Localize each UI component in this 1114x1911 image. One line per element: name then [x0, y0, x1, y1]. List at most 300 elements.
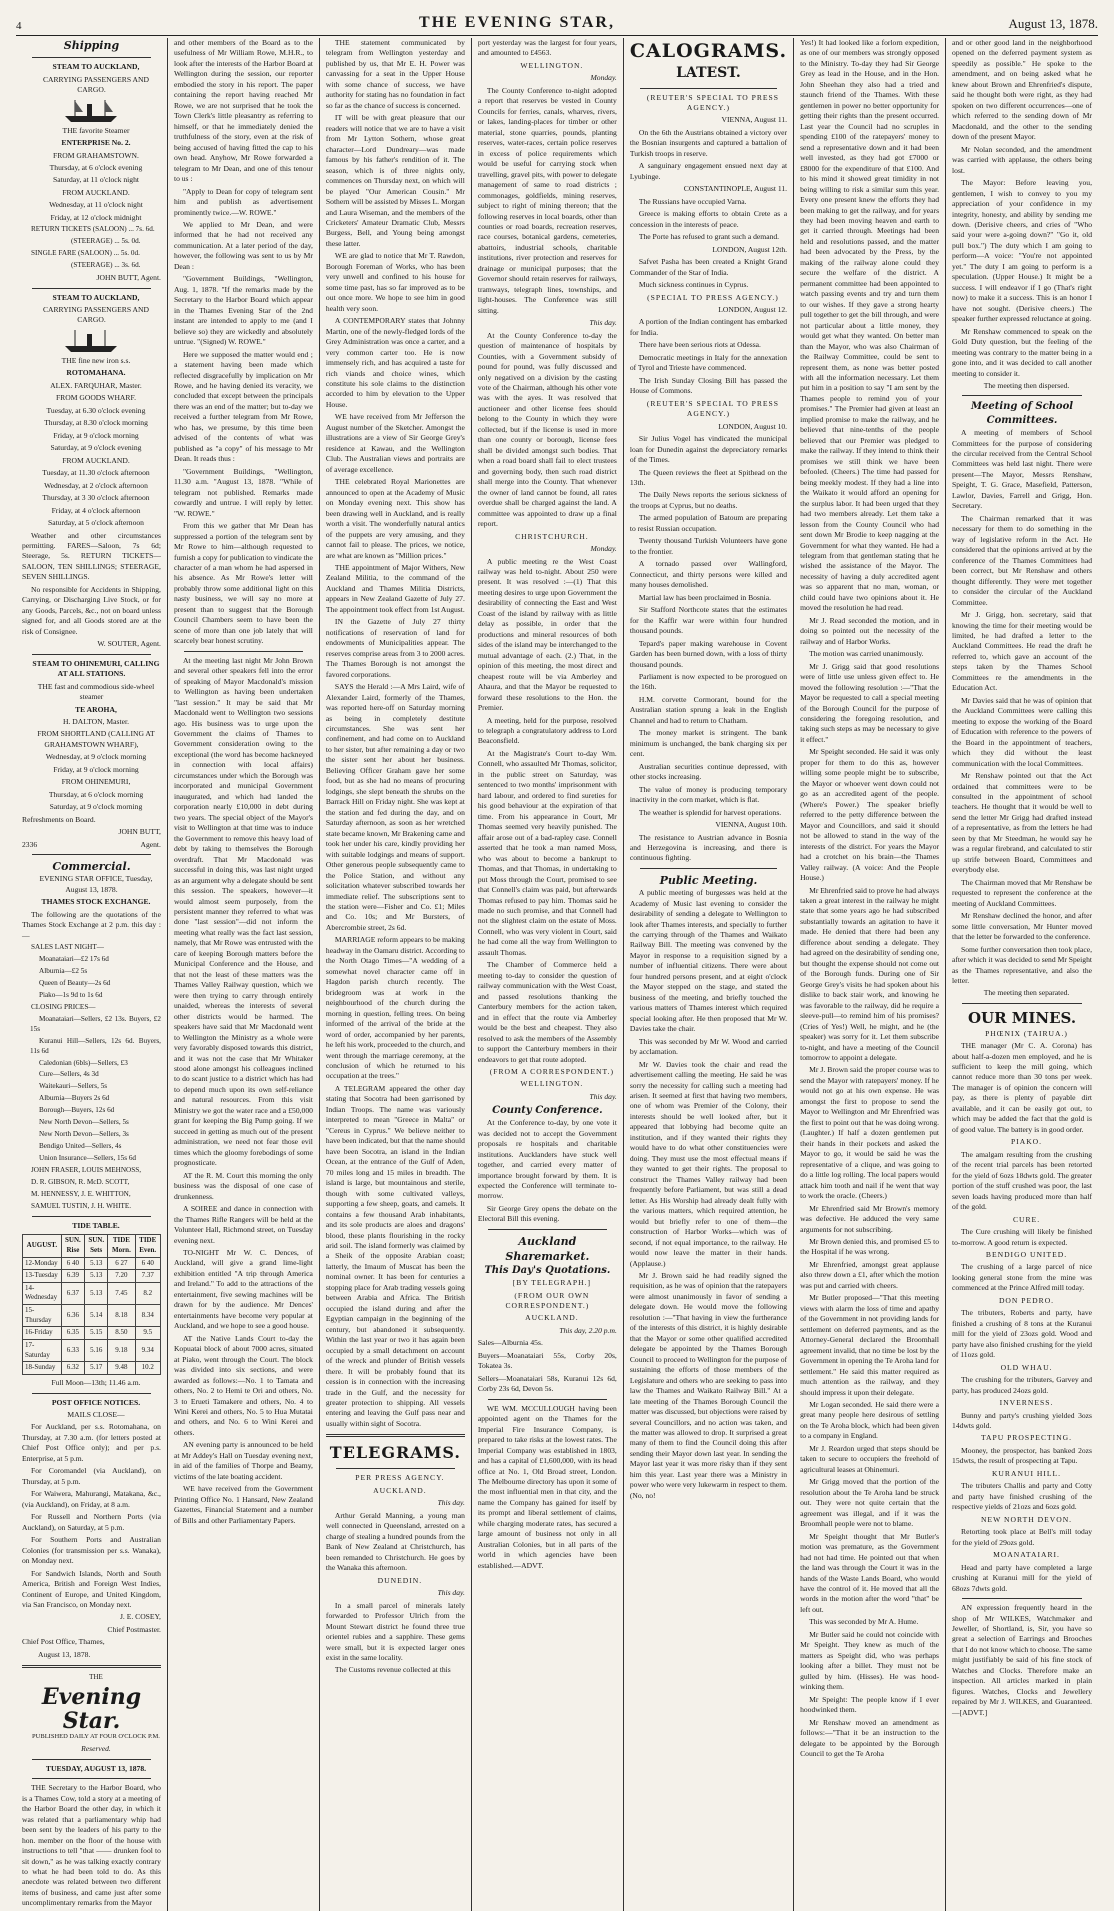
dateline-day: This day. — [437, 1588, 465, 1598]
article-paragraph: A public meeting re the West Coast railway was held to-night. About 250 were present. It was resolved :—(1) That this meeting desires to urge upon Government the desirability of connecting the East and West Coast of the island by railway with as little delay as possible, in order that the productions and mineral resources of both sides of the island may be interchanged to the mutual advantage of each. (2.) That, in the opinion of this meeting, the most direct and cheapest route will be via Amberley and Ahaura, and that the Mayor be requested to forward these resolutions to the Hon. the Premier. — [477, 556, 617, 713]
tide-cell: 6 40 — [135, 1257, 160, 1270]
dateline: LONDON, August 12. — [718, 304, 788, 314]
column-3 — [320, 38, 472, 1911]
tide-cell: 9.5 — [135, 1327, 160, 1340]
ship-name: TE AROHA, — [75, 704, 117, 714]
schedule-line: Wednesday, at 2 o'clock afternoon — [44, 480, 148, 490]
ad-number: 2336 — [22, 839, 38, 849]
sharemarket-heading: Auckland Sharemarket. — [505, 1234, 590, 1264]
tide-cell: 6.33 — [61, 1340, 84, 1362]
mine-name: TAPU PROSPECTING. — [980, 1433, 1073, 1443]
page-header — [16, 6, 1098, 36]
mine-report: The tributers Challis and party and Cotty and party have finished crushing of the respective yields of 21ozs and 6ozs gold. — [952, 1481, 1092, 1512]
mine-name: MOANATAIARI. — [993, 1550, 1060, 1560]
ad-intro: THE fast and commodious side-wheel steamer — [37, 681, 155, 702]
cable-item: Greece is making efforts to obtain Crete as a concession in the interests of peace. — [629, 209, 788, 229]
correspondent-line: (FROM OUR OWN CORRESPONDENT.) — [505, 1290, 590, 1310]
post-notice: For Waiwera, Mahurangi, Matakana, &c., (via Auckland), on Friday, at 8 a.m. — [22, 1489, 161, 1509]
route-heading: FROM OHINEMURI, — [61, 777, 131, 787]
running-title: THE EVENING STAR, — [419, 14, 615, 31]
tide-cell: 8.50 — [108, 1327, 135, 1340]
schedule-line: Thursday, at 6 o'clock evening — [49, 162, 143, 172]
tide-header-cell: TIDE Morn. — [108, 1235, 135, 1257]
columns — [16, 38, 1098, 1908]
sale-line: Piako—1s 9d to 1s 6d — [39, 990, 103, 999]
cable-item: Martial law has been proclaimed in Bosnia. — [638, 592, 772, 602]
tide-header-cell: SUN. Rise — [61, 1235, 84, 1257]
mine-name: CURE. — [1012, 1214, 1041, 1224]
cable-item: The Russians have occupied Varna. — [638, 196, 747, 206]
post-place: Chief Post Office, Thames, — [22, 1637, 105, 1647]
cable-item: Sir Stafford Northcote states that the estimates for the Kaffir war were within four hundred thousand pounds. — [629, 605, 788, 636]
article-paragraph: WE have received from the Government Printing Office No. 1 Hansard, New Zealand Gazettes, Financial Statement and a number of Bills and other Parliamentary Papers. — [173, 1484, 313, 1525]
mine-report: The amalgam resulting from the crushing of the recent trial parcels has been retorted for the yield of 6ozs 18dwts gold. The greater portion of the stuff crushed was poor, the last seven loads having produced more than half of the gold. — [952, 1149, 1092, 1212]
post-notice: For Coromandel (via Auckland), on Thursday, at 5 p.m. — [22, 1466, 161, 1486]
article-paragraph: Here we supposed the matter would end ; a statement having been made which reflected disgracefully by implication on Mr Rowe, and he having denied its veracity, we concluded that except between the principals there was an end of the matter; but to-day we received a further telegram from Mr Rowe, who has, we presume, by this time been advised of the contents of what was published as "a copy" of his message to Mr Dean. It reads thus : — [173, 349, 313, 464]
telegram-quote: "Apply to Dean for copy of telegram sent him and publish as advertisement prominently twice.—W. ROWE." — [173, 186, 313, 217]
cable-item: H.M. corvette Cormorant, bound for the Australian station sprung a leak in the English Channel and had to return to Chatham. — [629, 694, 788, 725]
article-paragraph: Mr Speight seconded. He said it was only proper for them to do this as, however willing some people might be to subscribe, the Mayor or whoever went down could not go as an accredited agent of the people. (Where's Power.) The speaker briefly referred to the petty difference between the Mayor and Councillors, and said it should not be allowed to stand in the way of the interests of the district. For years the Mayor had a crotchet on his brain—the Thames Valley railway. (A voice: And the People House.) — [800, 747, 940, 883]
tide-cell: 6.35 — [61, 1327, 84, 1340]
ad-title: STEAM TO OHINEMURI, CALLING AT ALL STATIONS. — [32, 658, 160, 679]
cable-item: The resistance to Austrian advance in Bosnia and Herzegovina is increasing, and there is continuous fighting. — [629, 832, 788, 863]
article-paragraph: From this we gather that Mr Dean has suppressed a portion of the telegram sent by Mr Rowe to him—although requested to furnish a copy for publication to vindicate the character of a man whom he had aspersed in his absence. As Mr Rowe's letter will probably throw some additional light on this nasty business, we will say no more at present than to suggest that the Borough Council Chambers seem to have been the scene of more than one job lately that will scarcely bear honest scrutiny. — [173, 521, 313, 646]
agent-signature: W. SOUTER, Agent. — [97, 639, 161, 649]
ad-note: No responsible for Accidents in Shipping, Carrying, or Discharging Live Stock, or for any Goods, Parcels, &c., not on board unless signed for, and all Goods stored are at the risk of Consignee. — [22, 584, 161, 636]
schedule-line: Tuesday, at 6.30 o'clock evening — [46, 405, 146, 415]
postmaster-title: Chief Postmaster. — [107, 1624, 161, 1634]
dateline-place: DUNEDIN. — [377, 1575, 423, 1585]
tide-cell: 6.32 — [61, 1362, 84, 1375]
mine-report: Bunny and party's crushing yielded 3ozs 14dwts gold. — [952, 1410, 1092, 1430]
tide-cell: 5.13 — [85, 1282, 108, 1304]
dateline-day: Monday. — [590, 544, 617, 554]
telegram-quote: "Government Buildings, "Wellington, Aug. 1, 1878. "If the remarks made by the Secretary to the Harbor Board which appear in the Thames Evening Star of the 2nd instant are intended to apply to me (and I believe so) they are wickedly and absolutely untrue. "(Signed) W. ROWE." — [173, 274, 313, 347]
mine-report: The tributers, Roberts and party, have finished a crushing of 8 tons at the Kuranui mill for the yield of 23ozs gold. Wood and party have also finished crushing for the yield of 11ozs gold. — [952, 1308, 1092, 1360]
mine-report: Mooney, the prospector, has banked 2ozs 15dwts, the result of prospecting at Tapu. — [952, 1445, 1092, 1466]
tide-cell: 7.20 — [108, 1270, 135, 1283]
tide-cell: 16-Friday — [23, 1327, 62, 1340]
article-paragraph: SAYS the Herald :—A Mrs Laird, wife of Alexander Laird, formerly of the Thames, was reported here-off on Saturday morning as being in completely destitute circumstances. She was sent her confinement, and had come on to Auckland to her sister, but after remaining a day or two the sister sent her about her business. Believing Officer Graham gave her some food, but as she had no means of procuring lodgings, she slept beneath the shrubs on the Barrack Hill on Friday night. She was kept at the station and fed during the day, and on Saturday afternoon, as soon as her wretched state became known, Mr Brakening came and took her under his care, kindly providing her with suitable lodgings and means of support. Other generous people subsequently came to the Police Station, and without any solicitation whatever subscribed towards her immediate relief. The subscriptions sent to the station were—Fisher and Co. £1; Miles and Co. 10s; and Mr Bursters, of Abercrombie street, 2s 6d. — [325, 682, 465, 932]
route-heading: FROM GRAHAMSTOWN. — [53, 150, 139, 160]
exchange-intro: The following are the quotations of the Thames Stock Exchange at 2 p.m. this day :— — [22, 909, 161, 940]
mine-name: NEW NORTH DEVON. — [980, 1514, 1073, 1524]
article-paragraph: We applied to Mr Dean, and were informed that he had not received any communication. At a later period of the day, however, the following was sent to us by Mr Dean : — [173, 219, 313, 271]
ad-title: STEAM TO AUCKLAND, — [52, 62, 140, 72]
price-line: Union Insurance—Sellers, 15s 6d — [39, 1154, 137, 1163]
article-paragraph: The meeting then dispersed. — [983, 381, 1070, 390]
mine-name: OLD WHAU. — [1000, 1362, 1053, 1372]
dateline: LONDON, August 12th. — [712, 244, 788, 254]
tide-row — [23, 1327, 161, 1340]
published-line: PUBLISHED DAILY AT FOUR O'CLOCK P.M. — [32, 1733, 160, 1741]
tide-cell: 17-Saturday — [23, 1340, 62, 1362]
cable-item: Australian securities continue depressed, with other stocks increasing. — [629, 761, 788, 782]
article-paragraph: Mr Ehrenfried, amongst great applause also threw down a £1, after which the motion was put and carried with cheers. — [800, 1259, 940, 1290]
article-paragraph: At the Conference to-day, by one vote it was decided not to accept the Government proposals re hospitals and charitable institutions. Aucklanders have stuck well together, and carried every matter of importance brought forward by them. It is expected the Conference will terminate to-morrow. — [477, 1118, 617, 1201]
reserved-line: Reserved. — [81, 1744, 111, 1754]
advertisement-paragraph: WE WM. MCCULLOUGH having been appointed agent on the Thames for the Imperial Fire Insurance Company, is prepared to take risks at the lowest rates. The Imperial Company was established in 1803, and has a capital of £1,600,000, with its head office at No. 1, Old Broad street, London. The Melbourne directory has upon it some of the most influential men in that city, and the name the Company has gained for itself by its prompt and liberal settlement of claims, while charging moderate rates, has secured a large amount of business not only in all Australian Colonies, but in all parts of the world in which agencies have been established.—ADVT. — [477, 1403, 617, 1570]
agency-line: (SPECIAL TO PRESS AGENCY.) — [647, 292, 779, 302]
article-paragraph: A CONTEMPORARY states that Johnny Martin, one of the newly-fledged lords of the Grey Administration was once a carter, and a very common carter too. He is now immensely rich, and has acquired a taste for rich viands and choice wines, which constitute his sole claims to the distinction accorded to him by elevation to the Upper House. — [325, 316, 465, 409]
price-line: Bendigo United—Sellers, 4s — [39, 1142, 122, 1151]
dateline-day: This day. — [589, 1091, 617, 1101]
article-paragraph: The Chairman moved that Mr Renshaw be requested to represent the conference at the meeting of Auckland Committees. — [952, 877, 1092, 908]
agency-line: (REUTER'S SPECIAL TO PRESS AGENCY.) — [646, 398, 779, 419]
tide-header-cell: AUGUST. — [23, 1235, 62, 1257]
article-paragraph: Mr Speight: The people know if I ever hoodwinked them. — [800, 1694, 940, 1715]
tide-cell: 12-Monday — [23, 1257, 62, 1270]
price-line: Moanataiari—Sellers, £2 13s. Buyers, £2 15s — [30, 1014, 161, 1033]
article-paragraph: Mr Davies said that he was of opinion that the Auckland Committees were calling this meeting to expose the working of the Board of Education with reference to the powers of the Board in the appointment of teachers, which they did without the least communication with the local Committees. — [952, 695, 1092, 768]
sale-line: Queen of Beauty—2s 6d — [39, 978, 111, 987]
steamer-icon — [61, 98, 121, 124]
advertisement-paragraph: AN expression frequently heard in the shop of Mr WILKES, Watchmaker and Jeweller, of Shortland, is, Sir, you have so great a selection of Earrings and Brooches that I do not know which to choose. The same might justifiably be said of his fine stock of Watches and Clocks. Therefore make an inspection. All articles marked in plain figures. Watches, Clocks and Jewellery repaired by Mr J. WILKES, and Guaranteed.—[ADVT.] — [952, 1603, 1092, 1717]
article-paragraph: Mr Renshaw moved an amendment as follows:—"That it be an instruction to the delegate to be appointed by the Borough Council to get the Te Aroha — [800, 1717, 940, 1758]
schedule-line: Friday, at 4 o'clock afternoon — [51, 505, 141, 515]
tide-cell: 6 40 — [61, 1257, 84, 1270]
tide-cell: 5.17 — [85, 1362, 108, 1375]
price-line: New North Devon—Sellers, 5s — [39, 1118, 129, 1127]
article-paragraph: AN evening party is announced to be held at Mr Addey's Hall on Tuesday evening next, in aid of the families of Thorpe and Beamy, victims of the late boating accident. — [173, 1440, 313, 1481]
public-meeting-heading: Public Meeting. — [659, 873, 758, 887]
page-number: 4 — [16, 20, 22, 32]
schedule-line: Wednesday, at 9 o'clock morning — [45, 752, 147, 762]
price-line: Caledonian (6bls)—Sellers, £3 — [39, 1058, 128, 1067]
mine-name: BENDIGO UNITED. — [985, 1249, 1068, 1259]
article-paragraph: Yes!) It had looked like a forlorn expedition, as one of our members was strongly opposed to the Ministry. To-day they had Sir George Grey as lead in the House, and in the Hon. John Sheehan they also had a tried and staunch friend of the Thames. With these gentlemen in power no better opportunity for getting their rights than the present occurred. Last year the Council had no scruples in spending £100 of the ratepayers' money to send a representative down and it had been well invested, as they had got £7000 or £8000 for the expenditure of that £100. And to his mind it showed great timidity in not being willing to risk a similar sum this year. Every one present knew the efforts they had been making to get the railway, and for years they had been moving heaven and earth to get it carried through. Meetings had been held and resolutions passed, and the matter had been advocated by the Press, by the making of the railway alone could they secure the welfare of the district. A permanent committee had been appointed to watch passing events and try and turn them to our wishes. If they gave a strong hearty pull together to get the bill through, and were not particular about a little money, they would get what they wanted. On better man than the Mayor, who was also Chairman of the Railway Committee, could be sent to represent them, as none was better posted with all the information necessary. Let them put him in a position to say "I am sent by the Thames people to remind you of your promises." The Premier had given at least an implied promise to make the railway, and he believed that nine-tenths of the people believed that our Premier was pledged to make the railway. If they intend to think their promises we still think we have been befooled. (Cheers.) The time had passed for being meekly modest. If they had a line into the Waikato it would afford an opening for the surplus labor. It had been urged that they had two members already. Let them take a lesson from the County Council who had sent down Mr Brodie to keep nagging at the Government for what they wanted. He had a telegram from that gentleman stating that he wished the assistance of the Mayor. The necessity of having a duly accredited agent was so apparent that no man, woman, or child could have two opinions about it. He moved the resolution he had read. — [800, 38, 940, 613]
mine-name: PHŒNIX (TAIRUA.) — [985, 1028, 1068, 1038]
price-line: Alburnia—Buyers 2s 6d — [39, 1094, 110, 1103]
article-paragraph: At the meeting last night Mr John Brown and several other speakers fell into the error of speaking of Mayor Macdonald's mission to Wellington as having been undertaken "last session." It may be said that Mr Macdonald went to Wellington two sessions ago. His business was to urge upon the Government the claims of Thames to Government consideration owing to the exceptional (the word has become hackneyed in connection with local affairs) circumstances under which the Borough was incorporated and municipal Government inaugurated, and which had landed the corporation nearly £10,000 in debt during two years. The special object of the Mayor's visit to Wellington at that time was to induce the Government to remove this heavy load of debt by taking to themselves the Borough overdraft. That Mr Macdonald was successful in doing this, was last night urged as an argument why a delegate should be sent this session. The speakers, however—it would almost seem purposely, from the persistent manner they referred to what was done "last session"—did not inform the meeting what really was the fact last session, namely, that Mr Rowe was entrusted with the care of keeping Borough matters before the Municipal Conference and the House, and that not the least of these matters was the Thames Valley Railway question, which we were then trying to carry through entirely unaided, whereas the interests of several other districts would be harmed. The speakers have said that Mr Macdonald went to Wellington the Ministry as a whole were very favorably disposed towards this district, and it was not the case that Mr Whitaker stood alone amongst his colleagues inclined to do scant justice to a district which has had to depend much upon its own self-reliance and natural resources. From this visit Ministry we got the water race and a £50,000 grant for keeping the Big Pump going. If we succeed in getting as much out of the present administration, we need not fear those evil times which the gloomy forebodings of some prognosticate. — [173, 655, 313, 1168]
column-7 — [946, 38, 1098, 1911]
county-conference-heading: County Conference. — [492, 1105, 603, 1117]
tide-cell: 13-Tuesday — [23, 1270, 62, 1283]
broker-line: SAMUEL TUSTIN, J. H. WHITE. — [31, 1201, 132, 1210]
cable-item: There have been serious riots at Odessa. — [638, 340, 761, 350]
column-5 — [624, 38, 794, 1911]
article-paragraph: IT will be with great pleasure that our readers will notice that we are to have a visit from Mr Lytton Sothern, whose great character—Lord Dundreary—was made famous by his father's rendition of it. The season, which is of three nights only, commences on Thursday next, on which will be played "Our American Cousin." Mr Sothern will be assisted by Misses L. Morgan and Laura Wiseman, and the members of the Cricketers' Amateur Dramatic Club, Messrs Burgess, Bell, and Young being amongst these latter. — [325, 113, 465, 248]
ad-title: STEAM TO AUCKLAND, — [52, 292, 140, 302]
agent-signature: JOHN BUTT, Agent. — [96, 273, 161, 283]
dateline-time: This day, 2.20 p.m. — [559, 1325, 617, 1335]
article-paragraph: Mr W. Davies took the chair and read the advertisement calling the meeting. He said he was sorry the necessity for calling such a meeting had arisen. It seemed at first that having two members, one of whom was Premier of the Colony, their interests should be well looked after, but it appeared that lobbying had become quite an institution, and if they wanted their rights they would have to do what other constituencies were doing. They must use the most effectual means if they wanted to get their rights. The proposal to construct the Thames Valley railway had been frequently before Parliament, but was still a dead letter. As His Worship had already dealt fully with the various matters, which required attention, he would but briefly refer to one of them—the construction of Harbor Works—which was of second, if not equal importance, to the railway. He would now leave the matter in their hands. (Applause.) — [629, 1059, 788, 1268]
article-paragraph: Mr Butler said he could not coincide with Mr Speight. They knew as much of the matters as Speight did, who was perhaps looking after a billet. They must not be gulled by him. (Hisses). He was hood-winking them. — [800, 1629, 940, 1692]
ad-subtitle: CARRYING PASSENGERS AND CARGO. — [42, 305, 149, 325]
cable-item: Twenty thousand Turkish Volunteers have gone to the frontier. — [629, 536, 788, 556]
cable-item: Much sickness continues in Cyprus. — [638, 280, 749, 290]
cable-item: The value of money is producing temporary inactivity in the corn market, which is flat. — [629, 784, 788, 805]
paper-the: THE — [89, 1673, 103, 1682]
ship-master: H. DALTON, Master. — [62, 717, 129, 727]
press-agency: PER PRESS AGENCY. — [355, 1473, 445, 1483]
article-paragraph: A TELEGRAM appeared the other day stating that Socotra had been garrisoned by Indian Troops. The name was variously interpreted to mean "Greece in Malta" or "Cereus in Cyprus." We believe neither to have been indicated, but that the name should have been Socotra, an island in the Indian Ocean, at the entrance of the Gulf of Aden, 70 miles long and 15 miles in breadth. The island is large, but mountainous and sterile, though with some cultivated valleys, supporting a few sheep, goats, and camels. It contains a few thousand Arab inhabitants, and its sole products are aloes and dragons' blood, these plants flourishing in the rocky arid soil. The island formerly was claimed by a Sheik of the opposite Arabian coast; latterly, the Imaum of Muscat has been the nominal owner. It has been for centuries a stopping place for Arab trading vessels going between Arabia and Africa. The British occupied the island during and after the Egyptian campaign in the beginning of the century, but abandoned it subsequently. Within the last year or two it has again been occupied by a small detachment on account of the wreck and plunder of British vessels there. It will be probably found that its cession is in connection with the increasing trade in the Gulf, and the necessity for greater protection to shipping. All vessels entering and leaving the Gulf pass near and usually within sight of Socotra. — [325, 1083, 465, 1428]
article-paragraph: Mr Brown denied this, and promised £5 to the Hospital if he was wrong. — [800, 1236, 940, 1257]
article-paragraph: AT the Native Lands Court to-day the Kopuatai block of about 7000 acres, situated at Piako, went through the Court. The block was divided into six sections, and were awarded as follows:—No. 1 to Tamata and others, No. 2 to Hemi te Ori and others, No. 3 to Erueti Tamakere and others, No. 4 to Wini Kerei and others, No. 5 to Hua Mutatai and others, and No. 6 to Wini Kerei and others. — [173, 1333, 313, 1437]
cable-item: The money market is stringent. The bank minimum is unchanged, the bank charging six per cent. — [629, 728, 788, 759]
sale-line: Alburnia—£2 5s — [39, 967, 88, 976]
article-paragraph: At the Magistrate's Court to-day Wm. Connell, who assaulted Mr Thomas, solicitor, in the public street on Saturday, was sentenced to two months' imprisonment with hard labour, and ordered to find sureties for his good behaviour at the expiration of that time. From his appearance in Court, Mr Thomas seemed very heavily punished. The affair arose out of a bad-rapley case. Connell asserted that he took a man named Moss, who was about to become a bankrupt to Thomas, and that Thomas, in undertaking to put Moss through the Court, promised to see that Connell's claim was paid, but afterwards Thomas refused to pay him. Thomas said he made no such promise, and that Connell had not the slightest claim on the estate of Moss. Connell, who was very violent in Court, said he had come all the way from Wellington to assault Thomas. — [477, 748, 617, 957]
agent-signature: JOHN BUTT, — [118, 827, 161, 837]
dateline-place: WELLINGTON. — [520, 60, 584, 70]
schedule-line: Friday, at 9 o'clock morning — [53, 764, 139, 774]
cable-item: The Irish Sunday Closing Bill has passed the House of Commons. — [629, 375, 788, 396]
price-line: Waitekauri—Sellers, 5s — [39, 1082, 108, 1091]
tide-row — [23, 1270, 161, 1283]
post-notice: For Southern Ports and Australian Colonies (for transmission per s.s. Wanaka), on Monday next. — [22, 1535, 161, 1566]
tide-row — [23, 1305, 161, 1327]
article-paragraph: The Chamber of Commerce held a meeting to-day to consider the question of railway communication with the West Coast, and passed resolutions thanking the Canterbury members for the action taken, and in effect that the route via Amberley would be the best and cheapest. They also resolved to ask the members of the Assembly to support the Canterbury members in their endeavors to get that route adopted. — [477, 960, 617, 1064]
tide-cell: 18-Sunday — [23, 1362, 62, 1375]
tide-cell: 7.45 — [108, 1282, 135, 1304]
cable-item: The Queen reviews the fleet at Spithead on the 13th. — [629, 467, 788, 487]
paper-nameplate: Evening Star. — [41, 1683, 142, 1735]
mine-report: The Cure crushing will likely be finished to-morrow. A good return is expected. — [952, 1227, 1092, 1247]
cable-item: Sir Julius Vogel has vindicated the municipal loan for Dunedin against the depreciatory remarks of the Times. — [629, 434, 788, 465]
dateline: VIENNA, August 10th. — [715, 820, 788, 830]
post-notice: For Sandwich Islands, North and South America, British and Foreign West Indies, Continent of Europe, and United Kingdom, via San Francisco, on Monday next. — [22, 1568, 161, 1609]
fare-line: RETURN TICKETS (SALOON) ... 7s. 6d. — [31, 225, 155, 234]
exchange-title: THAMES STOCK EXCHANGE. — [41, 897, 151, 907]
broker-line: JOHN FRASER, LOUIS MEHNOSS, — [31, 1165, 142, 1174]
tide-row — [23, 1282, 161, 1304]
tide-cell: 6.36 — [61, 1305, 84, 1327]
dateline: LONDON, August 10. — [718, 421, 788, 431]
tide-cell: 6.39 — [61, 1270, 84, 1283]
tide-cell: 9.34 — [135, 1340, 160, 1362]
tide-cell: 10.2 — [135, 1362, 160, 1375]
price-line: New North Devon—Sellers, 3s — [39, 1130, 129, 1139]
article-paragraph: The Customs revenue collected at this — [334, 1665, 451, 1675]
shipping-heading: Shipping — [63, 39, 120, 52]
article-paragraph: The County Conference to-night adopted a report that reserves be vested in County Councils for ferries, canals, wharves, rivers, or lakes, landing-places for timber or other material, stone quarries, pounds, planting reserves, water-races, certain police reserves in excess of police requirements which would be useful for carrying stock when travelling, gravel pits, with power to delegate management of same to road districts ; commonages, goldfields, mining reserves, subject to right of mining thereon; that the following reserves in local boards, other than counties or road boards, recreation reserves, race courses, botanical gardens, cemeteries, abattoirs, industrial schools, charitable institutions, river protection and reserves for drainage or municipal purposes; that the Governor should retain reserves for railways, tramways, telegraph lines, townships, and light-houses. The Conference was still sitting. — [477, 85, 617, 315]
dateline-place: AUCKLAND. — [525, 1313, 579, 1323]
dateline-place: WELLINGTON. — [520, 1079, 584, 1089]
schedule-line: Saturday, at 9 o'clock evening — [50, 443, 142, 453]
article-paragraph: The motion was carried unanimously. — [809, 649, 924, 659]
tide-cell: 6 27 — [108, 1257, 135, 1270]
article-paragraph: Some further conversation then took place, after which it was decided to send Mr Speight as the Thames representative, and also the letter. — [952, 944, 1092, 985]
school-committees-heading: Meeting of School Committees. — [970, 401, 1074, 427]
tide-cell: 5.14 — [85, 1305, 108, 1327]
mine-name: KURANUI HILL. — [991, 1468, 1062, 1478]
fare-line: (STEERAGE) ... 3s. 6d. — [71, 261, 141, 270]
article-paragraph: A public meeting of burgesses was held at the Academy of Music last evening to consider the desirability of sending a delegate to Wellington to look after Thames interests, and specially to further the carrying through of the Thames and Waikato Railway Bill. The meeting was convened by the Mayor in response to a requisition signed by a number of influential citizens. There were about four hundred persons present, and at eight o'clock the Mayor stepped on the stage, and stated the business of the meeting, and briefly touched the various matters of Thames interest which required special looking after. He then proposed that Mr W. Davies take the chair. — [629, 888, 788, 1034]
tide-cell: 5.13 — [85, 1257, 108, 1270]
post-mails: MAILS CLOSE— — [67, 1410, 125, 1419]
article-paragraph: Sir George Grey opens the debate on the Electoral Bill this evening. — [477, 1203, 617, 1224]
dateline-day: Monday. — [590, 73, 617, 83]
route-heading: FROM AUCKLAND. — [62, 455, 130, 465]
article-paragraph: THE celebrated Royal Marionettes are announced to open at the Academy of Music on Monday evening next. This show has been drawing well in Auckland, and is really worth a visit. The wonderfully natural antics of the puppets are very amusing, and they cannot fail to please. The prices, we notice, are what are known as "Million prices." — [325, 477, 465, 560]
our-mines-heading: OUR MINES. — [967, 1008, 1077, 1027]
cable-item: Democratic meetings in Italy for the annexation of Tyrol and Trieste have commenced. — [629, 352, 788, 373]
article-paragraph: Mr Renshaw pointed out that the Act ordained that committees were to be consulted in the appointment of school teachers. He thought that it would be well to send the letter Mr Grigg had drafted instead of a representative, as from the letters he had seen by that Mr Steedman, he would say he was a regular firebrand, and calculated to stir up strife between Board, Committees and everybody else. — [952, 771, 1092, 875]
article-paragraph: A meeting of members of School Committees for the purpose of considering the circular received from the Central School Committees was held last night. There were present—The Mayor, Messrs Renshaw, Speight, T. G. Grace, Masefield, Patterson, Lawlor, Davies, Farrell and Grigg, Hon. Secretary. — [952, 428, 1092, 511]
article-paragraph: AT the R. M. Court this morning the only business was the disposal of one case of drunkenness. — [173, 1170, 313, 1201]
tide-moon: Full Moon—13th; 11.46 a.m. — [51, 1378, 141, 1388]
tide-cell: 8.2 — [135, 1282, 160, 1304]
tide-header-cell: SUN. Sets — [85, 1235, 108, 1257]
article-paragraph: TO-NIGHT Mr W. C. Dences, of Auckland, will give a grand lime-light exhibition entitled "A trip through America and Ireland." To add to the attractions of the entertainment, five sewing machines will be drawn for by the audience. Mr Dences' entertainments have become very popular at Auckland, and we hope to see a good house. — [173, 1247, 313, 1331]
article-paragraph: MARRIAGE reform appears to be making headway in the Oamaru district. According to the North Otago Times—"A wedding of a somewhat novel character came off in Hagdon parish church recently. The bridegroom was at work in the neighbourhood of the church during the morning in question, felling trees. On being informed of the arrival of the bride at the word of order, accompanied by her parents, he left his work, proceeded to the church, and went through the marriage ceremony, at the conclusion of which he returned to his occupation at the trees." — [325, 935, 465, 1081]
broker-line: M. HENNESSY, J. E. WHITTON, — [31, 1189, 131, 1198]
agent-title: Agent. — [140, 839, 161, 849]
column-2 — [168, 38, 320, 1911]
tide-cell: 5.13 — [85, 1270, 108, 1283]
article-paragraph: Mr J. Grigg said that good resolutions were of little use unless given effect to. He moved the following resolution :—"That the Mayor be requested to call a special meeting of the Borough Council for the purpose of considering the foregoing resolution, and taking such steps as may be necessary to give it effect." — [800, 661, 940, 744]
article-paragraph: Mr J. Reardon urged that steps should be taken to secure to occupiers the freehold of agricultural leases at Ohinemuri. — [800, 1443, 940, 1474]
cable-item: Tepard's paper making warehouse in Covent Garden has been burned down, with a loss of thirty thousand pounds. — [629, 638, 788, 669]
sale-line: Moanataiari—£2 17s 6d — [39, 955, 109, 964]
dateline: VIENNA, August 11. — [721, 115, 788, 125]
article-paragraph: In a small parcel of minerals lately forwarded to Professor Ulrich from the Mount Stewart district he found three true orientel rubies and a sapphire. These gems were small, but it is expected larger ones exist in the same locality. — [325, 1600, 465, 1662]
ad-note: Refreshments on Board. — [22, 814, 96, 824]
tide-table — [22, 1234, 161, 1375]
telegram-quote: "Government Buildings, "Wellington, 11.30 a.m. "August 13, 1878. "While of telegram not published. Remarks made cowardly and untrue. I will reply by letter. "W. ROWE." — [173, 466, 313, 518]
latest-heading: LATEST. — [676, 65, 741, 82]
tide-row — [23, 1362, 161, 1375]
broker-line: D. R. GIBSON, R. McD. SCOTT, — [31, 1177, 130, 1186]
route-heading: FROM GOODS WHARF. — [55, 393, 136, 403]
correspondent-line: (FROM A CORRESPONDENT.) — [489, 1067, 615, 1076]
telegrams-heading: TELEGRAMS. — [329, 1443, 461, 1463]
mine-report: THE manager (Mr C. A. Corona) has about half-a-dozen men employed, and he is sufficient to keep the mill going, which cannot reduce more than 30 tons per week. The manager is of opinion the concern will pay, as there is plenty of payable dirt available, and it can be easily got out, to which may be added the fact that the gold is of good value. The battery is in good order. — [952, 1041, 1092, 1134]
mine-report: Head and party have completed a large crushing at Kuranui mill for the yield of 68ozs 7dwts gold. — [952, 1562, 1092, 1593]
schedule-line: Saturday, at 5 o'clock afternoon — [47, 518, 144, 528]
article-paragraph: At the County Conference to-day the question of maintenance of hospitals by Counties, with a Government subsidy of pound for pound, was fully discussed and only negatived on a division by the casting vote of the Chairman, although his other vote was with the ayes. It was resolved that auctioneer and other license fees should belong to the County in which they were collected, but if the license is used in more than one county or borough, license fees shall be divided amongst such bodies. That when a road board shall fail to elect trustees and governing body, then such road district shall merge into the County. That whenever the owner of land cannot be found, all rates overdue shall be charged against the land. A committee was appointed to draw up a final report. — [477, 330, 617, 529]
article-paragraph: THE statement communicated by telegram from Wellington yesterday and published by us, that Mr E. H. Power was canvassing for a seat in the Upper House with some chance of success, we have authority for stating has no foundation in fact so far as the chance of success is concerned. — [325, 38, 465, 110]
mine-name: PIAKO. — [1010, 1137, 1043, 1147]
cable-item: The armed population of Batoum are preparing to resist Russian occupation. — [629, 513, 788, 533]
steamer-icon — [61, 328, 121, 354]
schedule-line: Wednesday, at 11 o'clock night — [49, 200, 143, 210]
tide-title: TIDE TABLE. — [72, 1220, 120, 1230]
tide-cell: 7.37 — [135, 1270, 160, 1283]
tide-cell: 5.16 — [85, 1340, 108, 1362]
schedule-line: Friday, at 9 o'clock morning — [53, 430, 139, 440]
article-paragraph: Mr Renshaw declined the honor, and after some little conversation, Mr Hunter moved that the letter be forwarded to the conference. — [952, 911, 1092, 942]
tide-row — [23, 1257, 161, 1270]
article-paragraph: IN the Gazette of July 27 thirty notifications of reservation of land for endowments of Municipalities appear. The reserves comprise areas from 3 to 2000 acres. The Thames Borough is not amongst the favored corporations. — [325, 617, 465, 679]
article-paragraph: This was seconded by Mr W. Wood and carried by acclamation. — [629, 1036, 788, 1057]
cable-item: Parliament is now expected to be prorogued on the 16th. — [629, 671, 788, 692]
tide-cell: 15-Thursday — [23, 1305, 62, 1327]
post-title: POST OFFICE NOTICES. — [51, 1397, 141, 1407]
price-line: Cure—Sellers, 4s 3d — [39, 1070, 99, 1079]
article-paragraph: Mr J. Grigg, hon. secretary, said that knowing the time for their meeting would be limited, he had drafted a letter to the Auckland Committees. He read the draft he referred to, which gave an account of the steps taken by the Thames School Committees re the amendments in the Education Act. — [952, 610, 1092, 693]
commercial-office: EVENING STAR OFFICE, Tuesday, August 13, 1878. — [39, 874, 153, 894]
sales-heading: SALES LAST NIGHT— — [31, 943, 104, 952]
ad-subtitle: CARRYING PASSENGERS AND CARGO. — [42, 74, 149, 95]
ad-note: Weather and other circumstances permitting. FARES—Saloon, 7s 6d; Steerage, 5s. RETURN TICKETS—SALOON, TEN SHILLINGS; STEERAGE, SEVEN SHILLINGS. — [22, 530, 161, 582]
schedule-line: Tuesday, at 11.30 o'clock afternoon — [42, 468, 150, 478]
article-paragraph: THE appointment of Major Withers, New Zealand Militia, to the command of the Auckland and Thames Militia Districts, appears in New Zealand Gazette of July 27. The appointment took effect from 1st August. — [325, 562, 465, 614]
closing-heading: CLOSING PRICES— — [31, 1002, 96, 1011]
mine-name: DON PEDRO. — [998, 1295, 1055, 1305]
cable-item: A portion of the Indian contingent has embarked for India. — [629, 317, 788, 337]
tide-cell: 9.48 — [108, 1362, 135, 1375]
quote-line: Sellers—Moanataiari 58s, Kuranui 12s 6d, Corby 23s 6d, Devon 5s. — [477, 1373, 617, 1394]
schedule-line: Saturday, at 9 o'clock morning — [49, 802, 143, 812]
article-paragraph: port yesterday was the largest for four years, and amounted to £4563. — [477, 38, 617, 58]
article-paragraph: Mr Grigg moved that the portion of the resolution about the Te Aroha land be struck out. They were not quite certain that the agreement was illegal, and if it was the Broomhall people were not to blame. — [800, 1477, 940, 1529]
schedule-line: Thursday, at 8.30 o'clock morning — [44, 418, 148, 428]
ad-intro: THE fine new iron s.s. — [61, 355, 131, 365]
ship-name: ROTOMAHANA. — [66, 368, 126, 378]
editorial-text: THE Secretary to the Harbor Board, who is a Thames Cow, told a story at a meeting of the Harbor Board the other day, in which it was related that a parliamentary whip had been sent by the leaders of his party to the hon. member on the floor of the house with instructions to tell "that —— drunken fool to sit down," as he was talking exactly contrary to what he had been told to do. As this anecdote was related between two different items of business, and came just after some uncomplimentary remarks from the Mayor — [22, 1783, 161, 1908]
article-paragraph: Mr Renshaw commenced to speak on the Gold Duty question, but the feeling of the meeting was contrary to the matter being in a gone into, and it was decided to call another meeting to consider it. — [952, 326, 1092, 378]
mine-report: The crushing for the tributers, Garvey and party, has produced 24ozs gold. — [952, 1375, 1092, 1395]
article-paragraph: A meeting, held for the purpose, resolved to telegraph a congratulatory address to Lord Beaconsfield. — [477, 715, 617, 746]
article-paragraph: Mr Speight thought that Mr Butler's motion was premature, as the Government had not had time. He pointed out that when the land was through the Court it was in the hands of the Waste Lands Board, who would have the control of it. He moved that all the words in the motion after the word "that" be left out. — [800, 1531, 940, 1614]
tide-row — [23, 1340, 161, 1362]
issue-date-header: August 13, 1878. — [1008, 16, 1098, 31]
cable-item: Safvet Pasha has been created a Knight Grand Commander of the Star of India. — [629, 257, 788, 277]
article-paragraph: WE have received from Mr Jefferson the August number of the Sketcher. Amongst the illustrations are a view of Sir George Grey's residence at Kawau, and the Wellington Club. The Australian views and portraits are of average excellence. — [325, 412, 465, 474]
tide-cell: 9.18 — [108, 1340, 135, 1362]
article-paragraph: Mr Nolan seconded, and the amendment was carried with applause, the others being lost. — [952, 144, 1092, 175]
article-paragraph: Mr Butler proposed—"That this meeting views with alarm the loss of time and apathy of the Government in not providing lands for settlement on deferred payments, and as the Attorney-General declared the Broomhall agreement invalid, that no time be lost by the Government in opening the Te Aroha land for settlement." He said this matter required as much attention as the railway, and they should impress it upon their delegate. — [800, 1293, 940, 1397]
post-notice: For Auckland, per s.s. Rotomahana, on Thursday, at 7.30 a.m. (for letters posted at Chief Post Office only); and per p.s. Enterprise, at 5 p.m. — [22, 1422, 161, 1463]
dateline-day: This day. — [589, 318, 617, 328]
route-heading: FROM SHORTLAND (CALLING AT GRAHAMSTOWN WHARF), — [37, 729, 155, 749]
route-heading: FROM AUCKLAND. — [62, 187, 130, 197]
schedule-line: Saturday, at 11 o'clock night — [52, 175, 139, 185]
fare-line: SINGLE FARE (SALOON) ... 5s. 0d. — [31, 249, 140, 258]
dateline-day: This day. — [437, 1498, 465, 1508]
fare-line: (STEERAGE) ... 5s. 0d. — [71, 237, 141, 246]
column-1 — [16, 38, 168, 1911]
article-paragraph: A SOIREE and dance in connection with the Thames Rifle Rangers will be held at the Volunteer Hall, Richmond street, on Tuesday evening next. — [173, 1204, 313, 1245]
price-line: Kuranui Hill—Sellers, 12s 6d. Buyers, 11s 6d — [30, 1036, 161, 1055]
tide-cell: 8.18 — [108, 1305, 135, 1327]
dateline: CONSTANTINOPLE, August 11. — [683, 184, 788, 194]
tide-cell: 5.15 — [85, 1327, 108, 1340]
schedule-line: Thursday, at 6 o'clock morning — [48, 789, 144, 799]
column-6 — [794, 38, 946, 1911]
issue-date: TUESDAY, AUGUST 13, 1878. — [45, 1763, 147, 1773]
dateline-place: AUCKLAND. — [373, 1485, 427, 1495]
article-paragraph: and other members of the Board as to the usefulness of Mr William Rowe, M.H.R., to look after the interests of the Harbor Board at Wellington during the session, our reporter embodied the story in his report. The paper containing the report having reached Mr Rowe, we are not surprised that he took the Town Clerk's little pleasantry as referring to himself, or that he immediately denied the truthfulness of the story, even at the risk of being accused of having fitted the cap to his own head. Anyhow, Mr Rowe forwarded a telegram to Mr Dean, and one of this tenour to us : — [173, 38, 313, 184]
post-notice: For Russell and Northern Ports (via Auckland), on Saturday, at 5 p.m. — [22, 1512, 161, 1532]
post-date: August 13, 1878. — [38, 1649, 91, 1659]
tide-cell: 14-Wednesday — [23, 1282, 62, 1304]
dateline-place: CHRISTCHURCH. — [515, 531, 589, 541]
cable-item: The Porte has refused to grant such a demand. — [638, 232, 780, 242]
article-paragraph: Mr Ehrenfried said to prove he had always taken a great interest in the railway he might state that some years ago he had subscribed substantially towards an agitation to have it made. He denied that there had been any difference about sending a delegate. They had agreed on the desirability of sending one, but thought the expense should not come out of the Borough funds. During one of Sir George Grey's visits he had spoken about his dislike to back stair work, and knowing he was favorable to the railway, did he require a sleeve-pull—to remind him of his promises? (Cries of Yes!) Well, he might, and he (the speaker) was sorry for it. Let them subscribe to-night, and have a meeting of the Council tomorrow to appoint a delegate. — [800, 885, 940, 1062]
cable-item: The Daily News reports the serious sickness of the troops at Cyprus, but no deaths. — [629, 490, 788, 510]
article-paragraph: Mr J. Read seconded the motion, and in doing so pointed out the necessity of the railway and of Harbor Works. — [800, 615, 940, 646]
article-paragraph: The meeting then separated. — [983, 988, 1070, 998]
ad-intro: THE favorite Steamer — [62, 125, 130, 135]
agency-line: (REUTER'S SPECIAL TO PRESS AGENCY.) — [646, 92, 779, 112]
mine-report: Retorting took place at Bell's mill today for the yield of 29ozs gold. — [952, 1527, 1092, 1547]
quote-line: Buyers—Moanataiari 55s, Corby 20s, Tokatea 3s. — [477, 1350, 617, 1371]
cable-item: The weather is splendid for harvest operations. — [638, 807, 782, 817]
price-line: Borough—Buyers, 12s 6d — [39, 1106, 115, 1115]
article-paragraph: Arthur Gerald Manning, a young man well connected in Queensland, arrested on a charge of stealing a hundred pounds from the Bank of New Zealand at Christchurch, has been remanded to Christchurch. He goes by the Wanaka this afternoon. — [325, 1510, 465, 1573]
cable-item: A tornado passed over Wallingford, Connecticut, and thirty persons were killed and many houses demolished. — [629, 559, 788, 590]
telegraph-line: [BY TELEGRAPH.] — [512, 1278, 591, 1288]
mine-report: The crushing of a large parcel of nice looking general stone from the mine was commenced at the Prince Alfred mill today. — [952, 1262, 1092, 1293]
tide-cell: 8.34 — [135, 1305, 160, 1327]
cable-item: A sanguinary engagement ensued next day at Lyubinge. — [629, 161, 788, 181]
article-paragraph: Mr Ehrenfried said Mr Brown's memory was defective. He adduced the very same arguments for not subscribing. — [800, 1203, 940, 1234]
article-paragraph: Mr J. Brown said he had readily signed the requisition, as he was of opinion that the ratepayers were almost unanimously in favor of sending a delegate down. He would move the following resolution :—"That having in view the furtherance of the interests of this district, it is highly desirable that the Mayor or some other qualified accredited delegate be appointed by the Thames Borough Council to proceed to Wellington for the purpose of sustaining the efforts of those members of the Legislature and others who are seeking to pass into law the Thames and Waikato Railway Bill." At a late meeting of the Thames Borough Council the matter was discussed, but objections were raised by several Councillors, and no action was taken, and the matter was allowed to drop. It surprised a great many of them to find the Council doing this after sending their Mayor down last year. In sending the Mayor last year it was more risky than if they sent him this year. Last year there was a Ministry in power who were very lukewarm in respect to them. (No, no! — [629, 1270, 788, 1500]
article-paragraph: The Mayor: Before leaving you, gentlemen, I wish to convey to you my appreciation of your confidence in my integrity, honesty, and ability by sending me down. (Derisive cheers, and cries of "Who said your were a-going down?" "Go it, old pull box.") The duty which I am going to perform—A voice: "You're not appointed yet." The duty I am going to perform is a speculation. (Upper House.) It might be a success. I will endeavor if I go (That's right now) to make it a success. This is an honor I have not sought. (Derisive cheers.) The speaker further expressed reluctance at going. — [952, 178, 1092, 324]
column-4 — [472, 38, 624, 1911]
